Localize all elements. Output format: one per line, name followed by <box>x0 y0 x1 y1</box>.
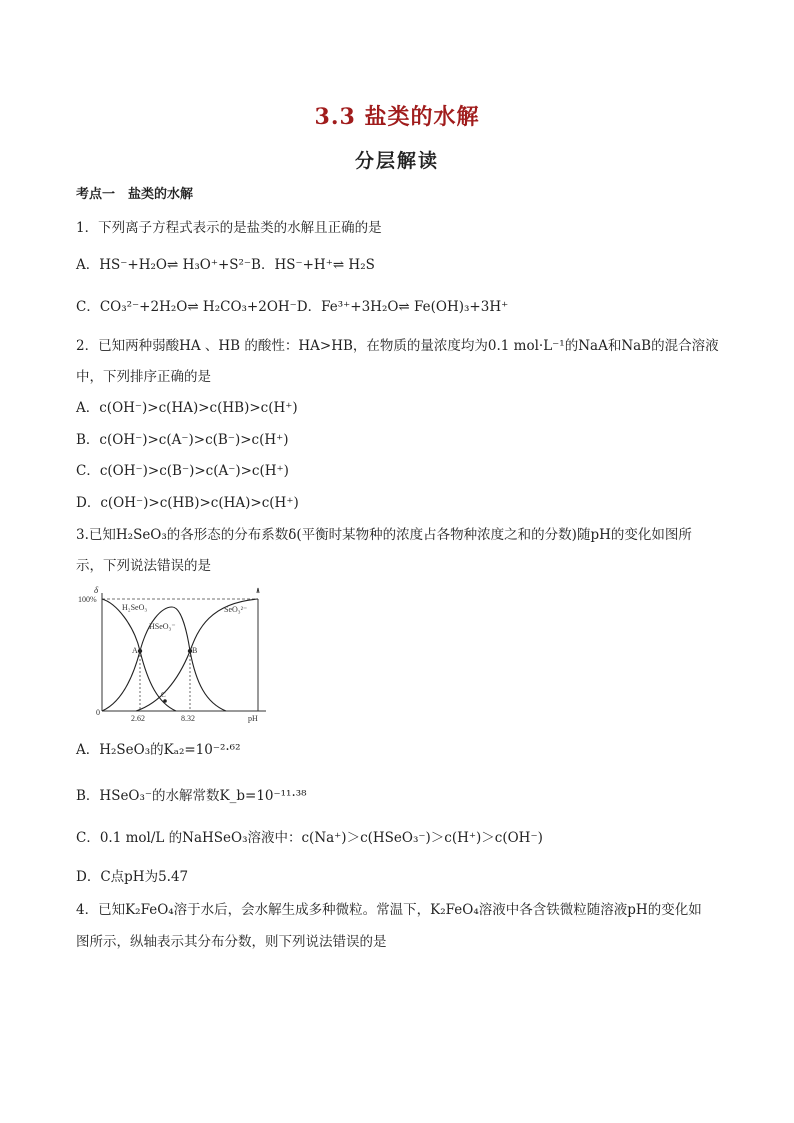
point-c-marker <box>163 699 167 703</box>
page-title: 3.3 盐类的水解 <box>314 104 480 130</box>
question-4-stem-line-1: 4．已知K₂FeO₄溶于水后，会水解生成多种微粒。常温下，K₂FeO₄溶液中各含铁微粒随溶液pH的变化如 <box>76 902 702 918</box>
question-1-options-ab: A．HS⁻+H₂O⇌ H₃O⁺+S²⁻B．HS⁻+H⁺⇌ H₂S <box>76 257 375 273</box>
species-3-label: SeO₃²⁻ <box>224 605 248 614</box>
question-3-option-c: C．0.1 mol/L 的NaHSeO₃溶液中：c(Na⁺)＞c(HSeO₃⁻)＞c(H⁺)＞c(OH⁻) <box>76 830 543 846</box>
point-a-marker <box>138 649 142 653</box>
question-3-option-a: A．H₂SeO₃的Kₐ₂=10⁻²·⁶² <box>76 742 241 758</box>
species-2-label: HSeO₃⁻ <box>149 622 176 631</box>
question-2-stem-line-2: 中，下列排序正确的是 <box>76 369 211 385</box>
question-4-stem-line-2: 图所示，纵轴表示其分布分数，则下列说法错误的是 <box>76 934 387 950</box>
question-2-option-d: D．c(OH⁻)>c(HB)>c(HA)>c(H⁺) <box>76 495 299 511</box>
point-b-label: B <box>192 646 198 655</box>
distribution-diagram <box>76 585 276 725</box>
page-subtitle: 分层解读 <box>354 150 439 172</box>
question-3-stem-line-1: 3.已知H₂SeO₃的各形态的分布系数δ(平衡时某物种的浓度占各物种浓度之和的分数)随pH的变化如图所 <box>76 527 692 543</box>
y-axis-symbol: δ <box>94 585 99 595</box>
point-c-label: C <box>161 691 166 699</box>
y-top-label: 100% <box>78 595 97 604</box>
x-tick-1: 2.62 <box>131 714 145 723</box>
question-2-stem-line-1: 2．已知两种弱酸HA 、HB 的酸性：HA>HB，在物质的量浓度均为0.1 mol·L⁻¹的NaA和NaB的混合溶液 <box>76 338 719 354</box>
section-heading: 考点一 盐类的水解 <box>76 187 194 202</box>
question-1-options-cd: C．CO₃²⁻+2H₂O⇌ H₂CO₃+2OH⁻D．Fe³⁺+3H₂O⇌ Fe(OH)₃+3H⁺ <box>76 299 509 315</box>
question-1-stem: 1．下列离子方程式表示的是盐类的水解且正确的是 <box>76 220 382 236</box>
seo3-curve <box>136 599 258 711</box>
y-arrow-icon <box>257 588 259 593</box>
origin-label: 0 <box>96 708 100 717</box>
x-axis-label: pH <box>248 714 258 723</box>
question-3-option-d: D．C点pH为5.47 <box>76 869 189 885</box>
question-2-option-b: B．c(OH⁻)>c(A⁻)>c(B⁻)>c(H⁺) <box>76 432 289 448</box>
point-a-label: A <box>132 646 138 655</box>
question-2-option-a: A．c(OH⁻)>c(HA)>c(HB)>c(H⁺) <box>76 400 298 416</box>
question-3-option-b: B．HSeO₃⁻的水解常数K_b=10⁻¹¹·³⁸ <box>76 788 307 804</box>
question-3-stem-line-2: 示，下列说法错误的是 <box>76 558 211 574</box>
question-2-option-c: C．c(OH⁻)>c(B⁻)>c(A⁻)>c(H⁺) <box>76 463 289 479</box>
species-1-label: H₂SeO₃ <box>122 603 148 612</box>
x-tick-2: 8.32 <box>181 714 195 723</box>
